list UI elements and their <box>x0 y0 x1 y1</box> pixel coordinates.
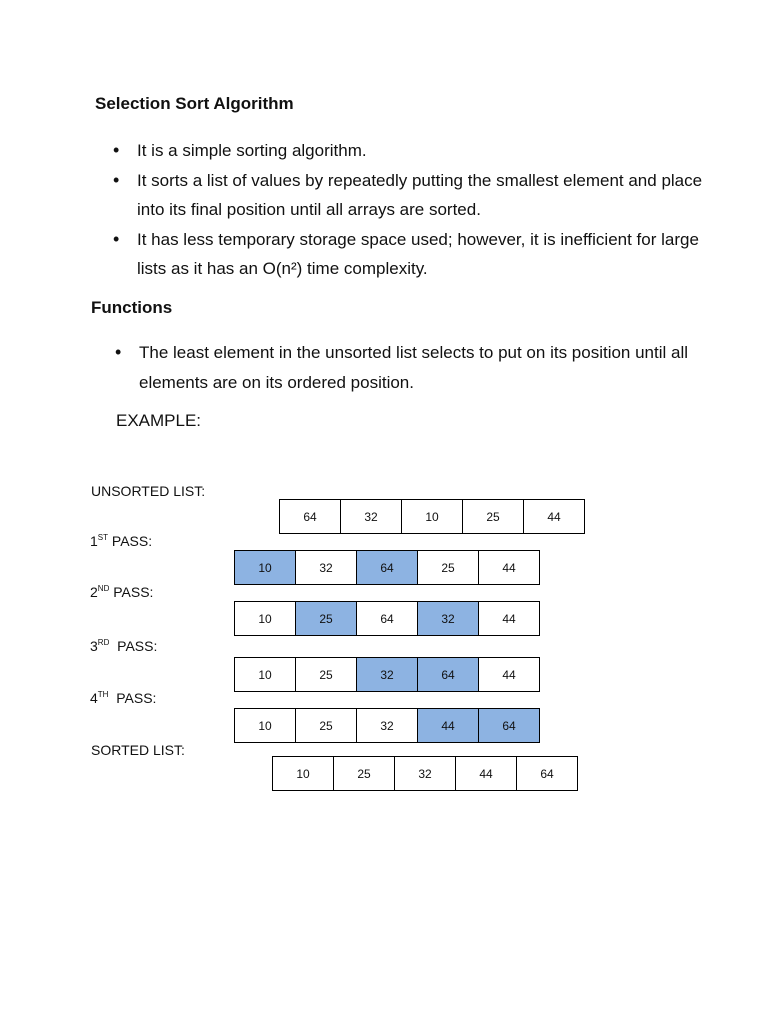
array-row-pass-1 <box>234 550 540 585</box>
array-cell: 10 <box>273 756 334 791</box>
pass-3-label: 3RD PASS: <box>90 638 158 654</box>
array-cell: 64 <box>357 601 418 636</box>
array-cell: 10 <box>402 499 463 534</box>
array-cell: 25 <box>296 601 357 636</box>
array-cell: 10 <box>235 550 296 585</box>
pass-4-label: 4TH PASS: <box>90 690 157 706</box>
array-cell: 44 <box>479 550 540 585</box>
functions-list <box>115 338 715 397</box>
array-cell: 32 <box>357 657 418 692</box>
array-cell: 32 <box>418 601 479 636</box>
array-cell: 10 <box>235 708 296 743</box>
array-cell: 64 <box>357 550 418 585</box>
functions-heading: Functions <box>91 298 173 317</box>
pass-2-label: 2ND PASS: <box>90 584 154 600</box>
array-cell: 25 <box>463 499 524 534</box>
array-cell: 64 <box>517 756 578 791</box>
description-list <box>113 136 713 284</box>
list-item: • The least element in the unsorted list selects to put on its position until all elements are on its ordered position. <box>115 338 715 397</box>
array-cell: 44 <box>456 756 517 791</box>
array-cell: 64 <box>280 499 341 534</box>
array-cell: 44 <box>418 708 479 743</box>
array-row-pass-4 <box>234 708 540 743</box>
list-item: • It is a simple sorting algorithm. <box>113 136 713 166</box>
array-cell: 32 <box>341 499 402 534</box>
array-row-pass-2 <box>234 601 540 636</box>
array-cell: 64 <box>479 708 540 743</box>
pass-1-label: 1ST PASS: <box>90 533 153 549</box>
array-cell: 25 <box>418 550 479 585</box>
array-row-pass-3 <box>234 657 540 692</box>
array-cell: 25 <box>296 708 357 743</box>
array-row-sorted <box>272 756 578 791</box>
array-cell: 44 <box>479 657 540 692</box>
page-title: Selection Sort Algorithm <box>95 94 294 113</box>
array-cell: 25 <box>296 657 357 692</box>
array-row-unsorted <box>279 499 585 534</box>
array-cell: 25 <box>334 756 395 791</box>
list-item: • It sorts a list of values by repeatedly putting the smallest element and place into its final position until all arrays are sorted. <box>113 166 713 225</box>
array-cell: 32 <box>395 756 456 791</box>
unsorted-list-label: UNSORTED LIST: <box>91 483 206 499</box>
array-cell: 44 <box>524 499 585 534</box>
array-cell: 32 <box>357 708 418 743</box>
list-item: • It has less temporary storage space used; however, it is inefficient for large lists as it has an O(n²) time complexity. <box>113 225 713 284</box>
array-cell: 64 <box>418 657 479 692</box>
sorted-list-label: SORTED LIST: <box>91 742 185 758</box>
array-cell: 10 <box>235 657 296 692</box>
example-label: EXAMPLE: <box>116 411 202 430</box>
array-cell: 44 <box>479 601 540 636</box>
array-cell: 32 <box>296 550 357 585</box>
array-cell: 10 <box>235 601 296 636</box>
